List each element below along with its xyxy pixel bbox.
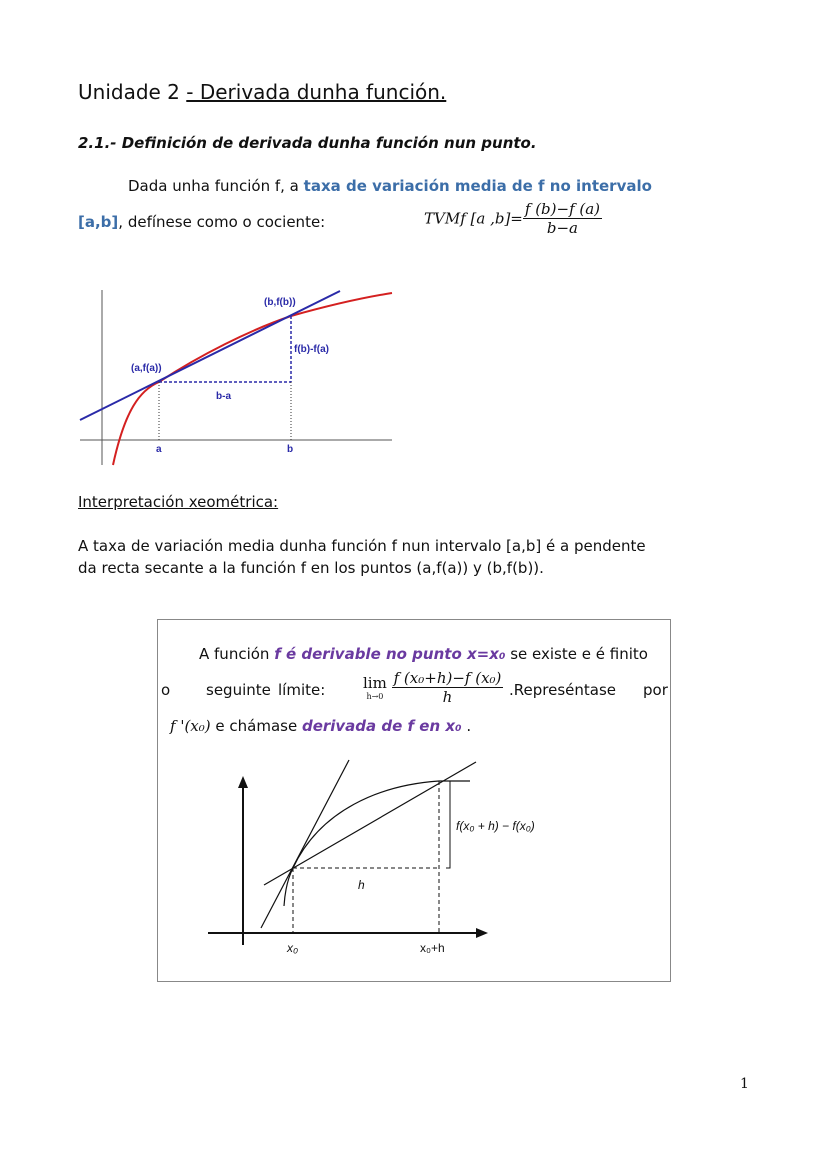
page-title: Unidade 2 - Derivada dunha función. [78,80,447,104]
svg-text:(b,f(b)): (b,f(b)) [264,297,296,308]
svg-text:b: b [287,444,294,455]
definition-word: límite: [278,681,326,699]
tvm-formula: TVMf [a ,b]= $\frac{f (b)-f (a)}{b-a}$ [424,200,601,237]
interpretation-heading: Interpretación xeométrica: [78,493,279,511]
arrow-up-icon [238,776,248,788]
limit-formula: lim h→0 $\frac{\text{f (x₀+h)−f (x₀)}}{h}$ [363,669,502,706]
svg-text:h: h [358,878,365,892]
intro-line-2: [a,b], defínese como o cociente: [78,213,326,231]
section-heading: 2.1.- Definición de derivada dunha función nun punto. [78,134,537,152]
definition-word: o [161,681,171,699]
definition-word: por [643,681,668,699]
definition-word: .Represéntase [509,681,616,699]
svg-text:a: a [156,444,162,455]
svg-text:x₀+h: x₀+h [420,941,445,955]
svg-text:f(b)-f(a): f(b)-f(a) [294,344,329,355]
svg-text:b-a: b-a [216,391,231,402]
definition-line-3: f '(x₀) e chámase derivada de f en x₀ . [170,717,472,735]
arrow-right-icon [476,928,488,938]
definition-word: seguinte [206,681,271,699]
interpretation-line-2: da recta secante a la función f en los puntos (a,f(a)) y (b,f(b)). [78,559,544,577]
page-number: 1 [740,1076,749,1092]
svg-text:f(x₀ + h) − f(x₀): f(x₀ + h) − f(x₀) [456,819,535,833]
intro-line-1: Dada unha función f, a taxa de variación media de f no intervalo [128,177,652,195]
function-curve [284,781,470,906]
svg-text:x₀: x₀ [287,941,299,955]
interpretation-line-1: A taxa de variación media dunha función f nun intervalo [a,b] é a pendente [78,537,646,555]
definition-line-1: A función f é derivable no punto x=x₀ se existe e é finito [199,645,648,663]
svg-text:(a,f(a)): (a,f(a)) [131,363,162,374]
